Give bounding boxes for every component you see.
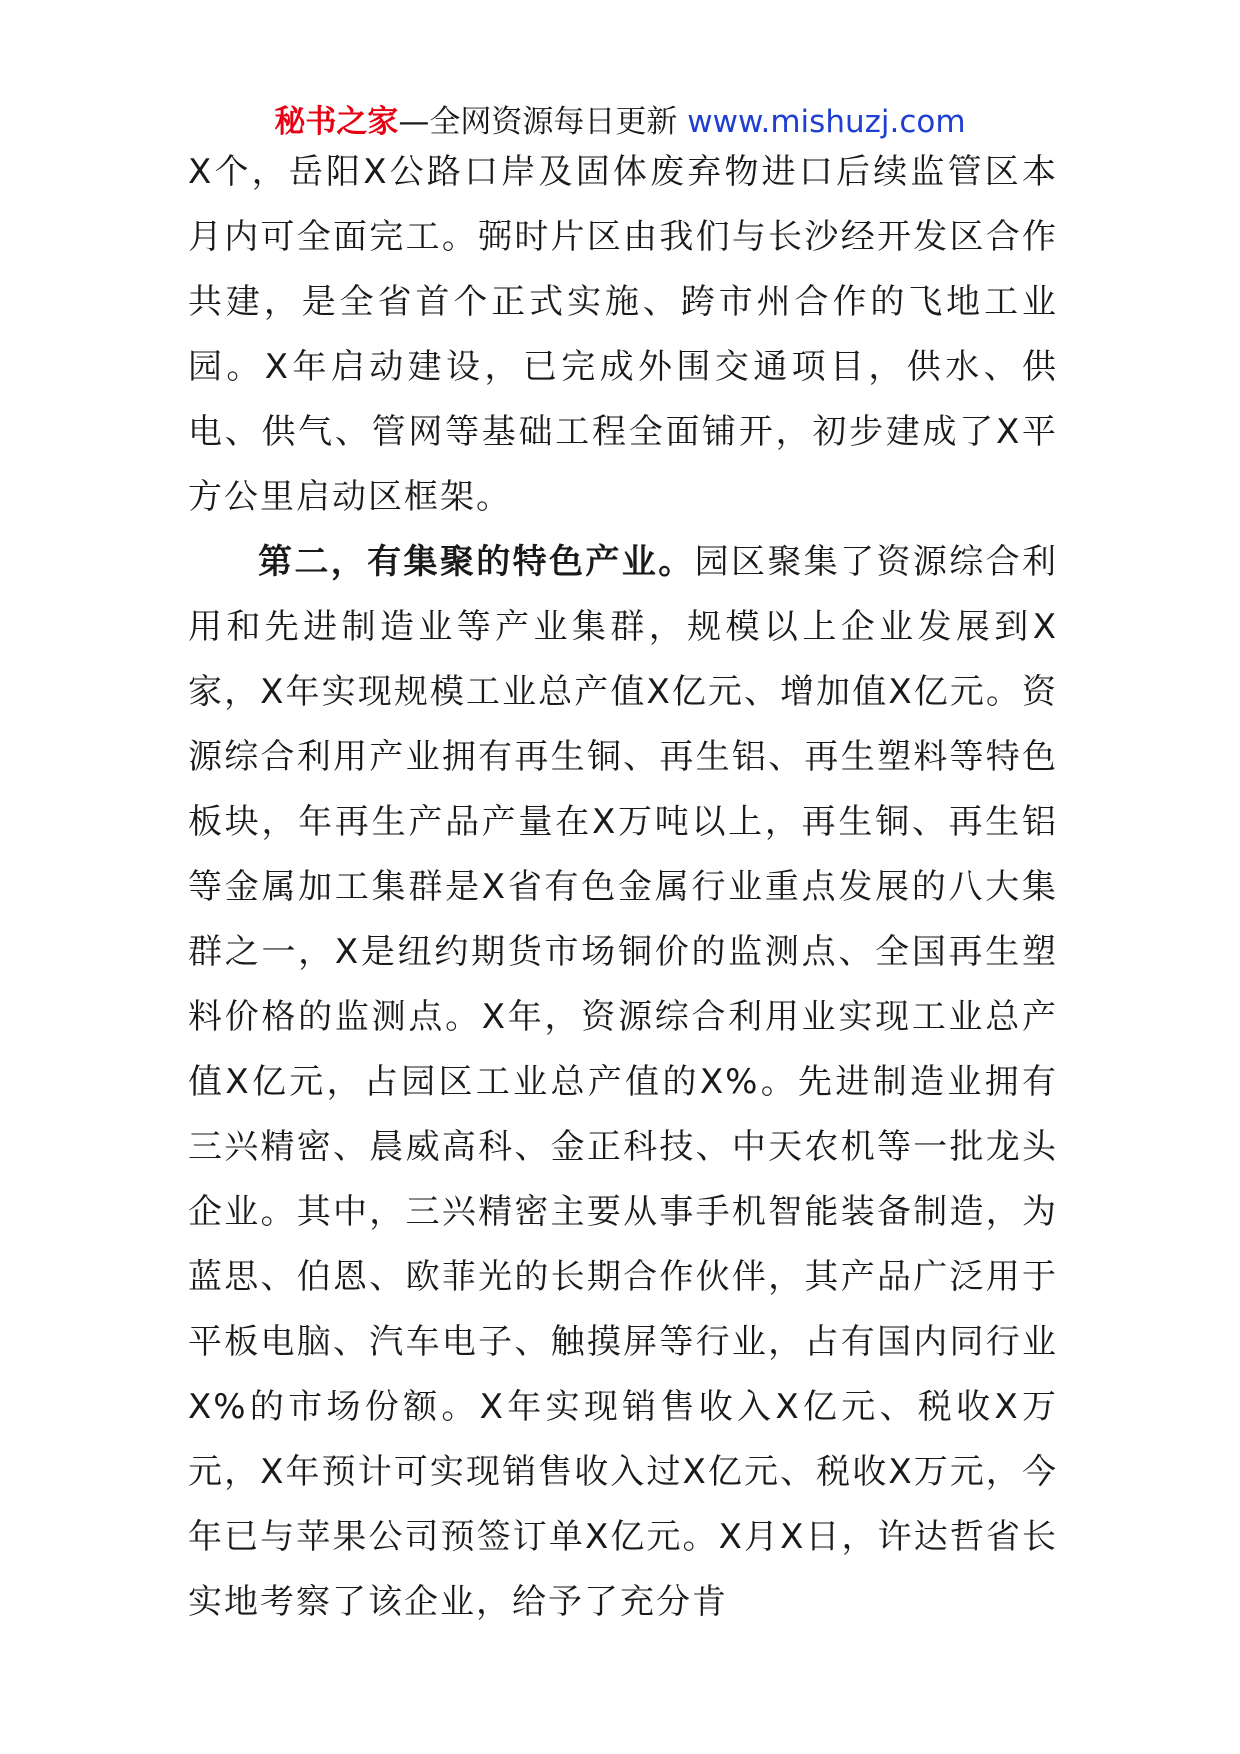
brand-name: 秘书之家	[274, 104, 399, 140]
site-header	[0, 100, 1240, 144]
header-slogan: —全网资源每日更新	[398, 104, 688, 140]
paragraph-1: X个，岳阳X公路口岸及固体废弃物进口后续监管区本月内可全面完工。弼时片区由我们与长沙经开发区合作共建，是全省首个正式实施、跨市州合作的飞地工业园。X年启动建设，已完成外围交通项目，供水、供电、供气、管网等基础工程全面铺开，初步建成了X平方公里启动区框架。	[188, 152, 1058, 517]
document-body	[188, 140, 1058, 1635]
paragraph-2-body: 园区聚集了资源综合利用和先进制造业等产业集群，规模以上企业发展到X家，X年实现规模工业总产值X亿元、增加值X亿元。资源综合利用产业拥有再生铜、再生铝、再生塑料等特色板块，年再生产品产量在X万吨以上，再生铜、再生铝等金属加工集群是X省有色金属行业重点发展的八大集群之一，X是纽约期货市场铜价的监测点、全国再生塑料价格的监测点。X年，资源综合利用业实现工业总产值X亿元，占园区工业总产值的X%。先进制造业拥有三兴精密、晨威高科、金正科技、中天农机等一批龙头企业。其中，三兴精密主要从事手机智能装备制造，为蓝思、伯恩、欧菲光的长期合作伙伴，其产品广泛用于平板电脑、汽车电子、触摸屏等行业，占有国内同行业X%的市场份额。X年实现销售收入X亿元、税收X万元，X年预计可实现销售收入过X亿元、税收X万元，今年已与苹果公司预签订单X亿元。X月X日，许达哲省长实地考察了该企业，给予了充分肯	[188, 542, 1059, 1622]
paragraph-2-lead: 第二，有集聚的特色产业。	[258, 542, 695, 582]
paragraph-2	[188, 530, 1058, 1635]
site-url-link[interactable]: www.mishuzj.com	[687, 104, 966, 140]
